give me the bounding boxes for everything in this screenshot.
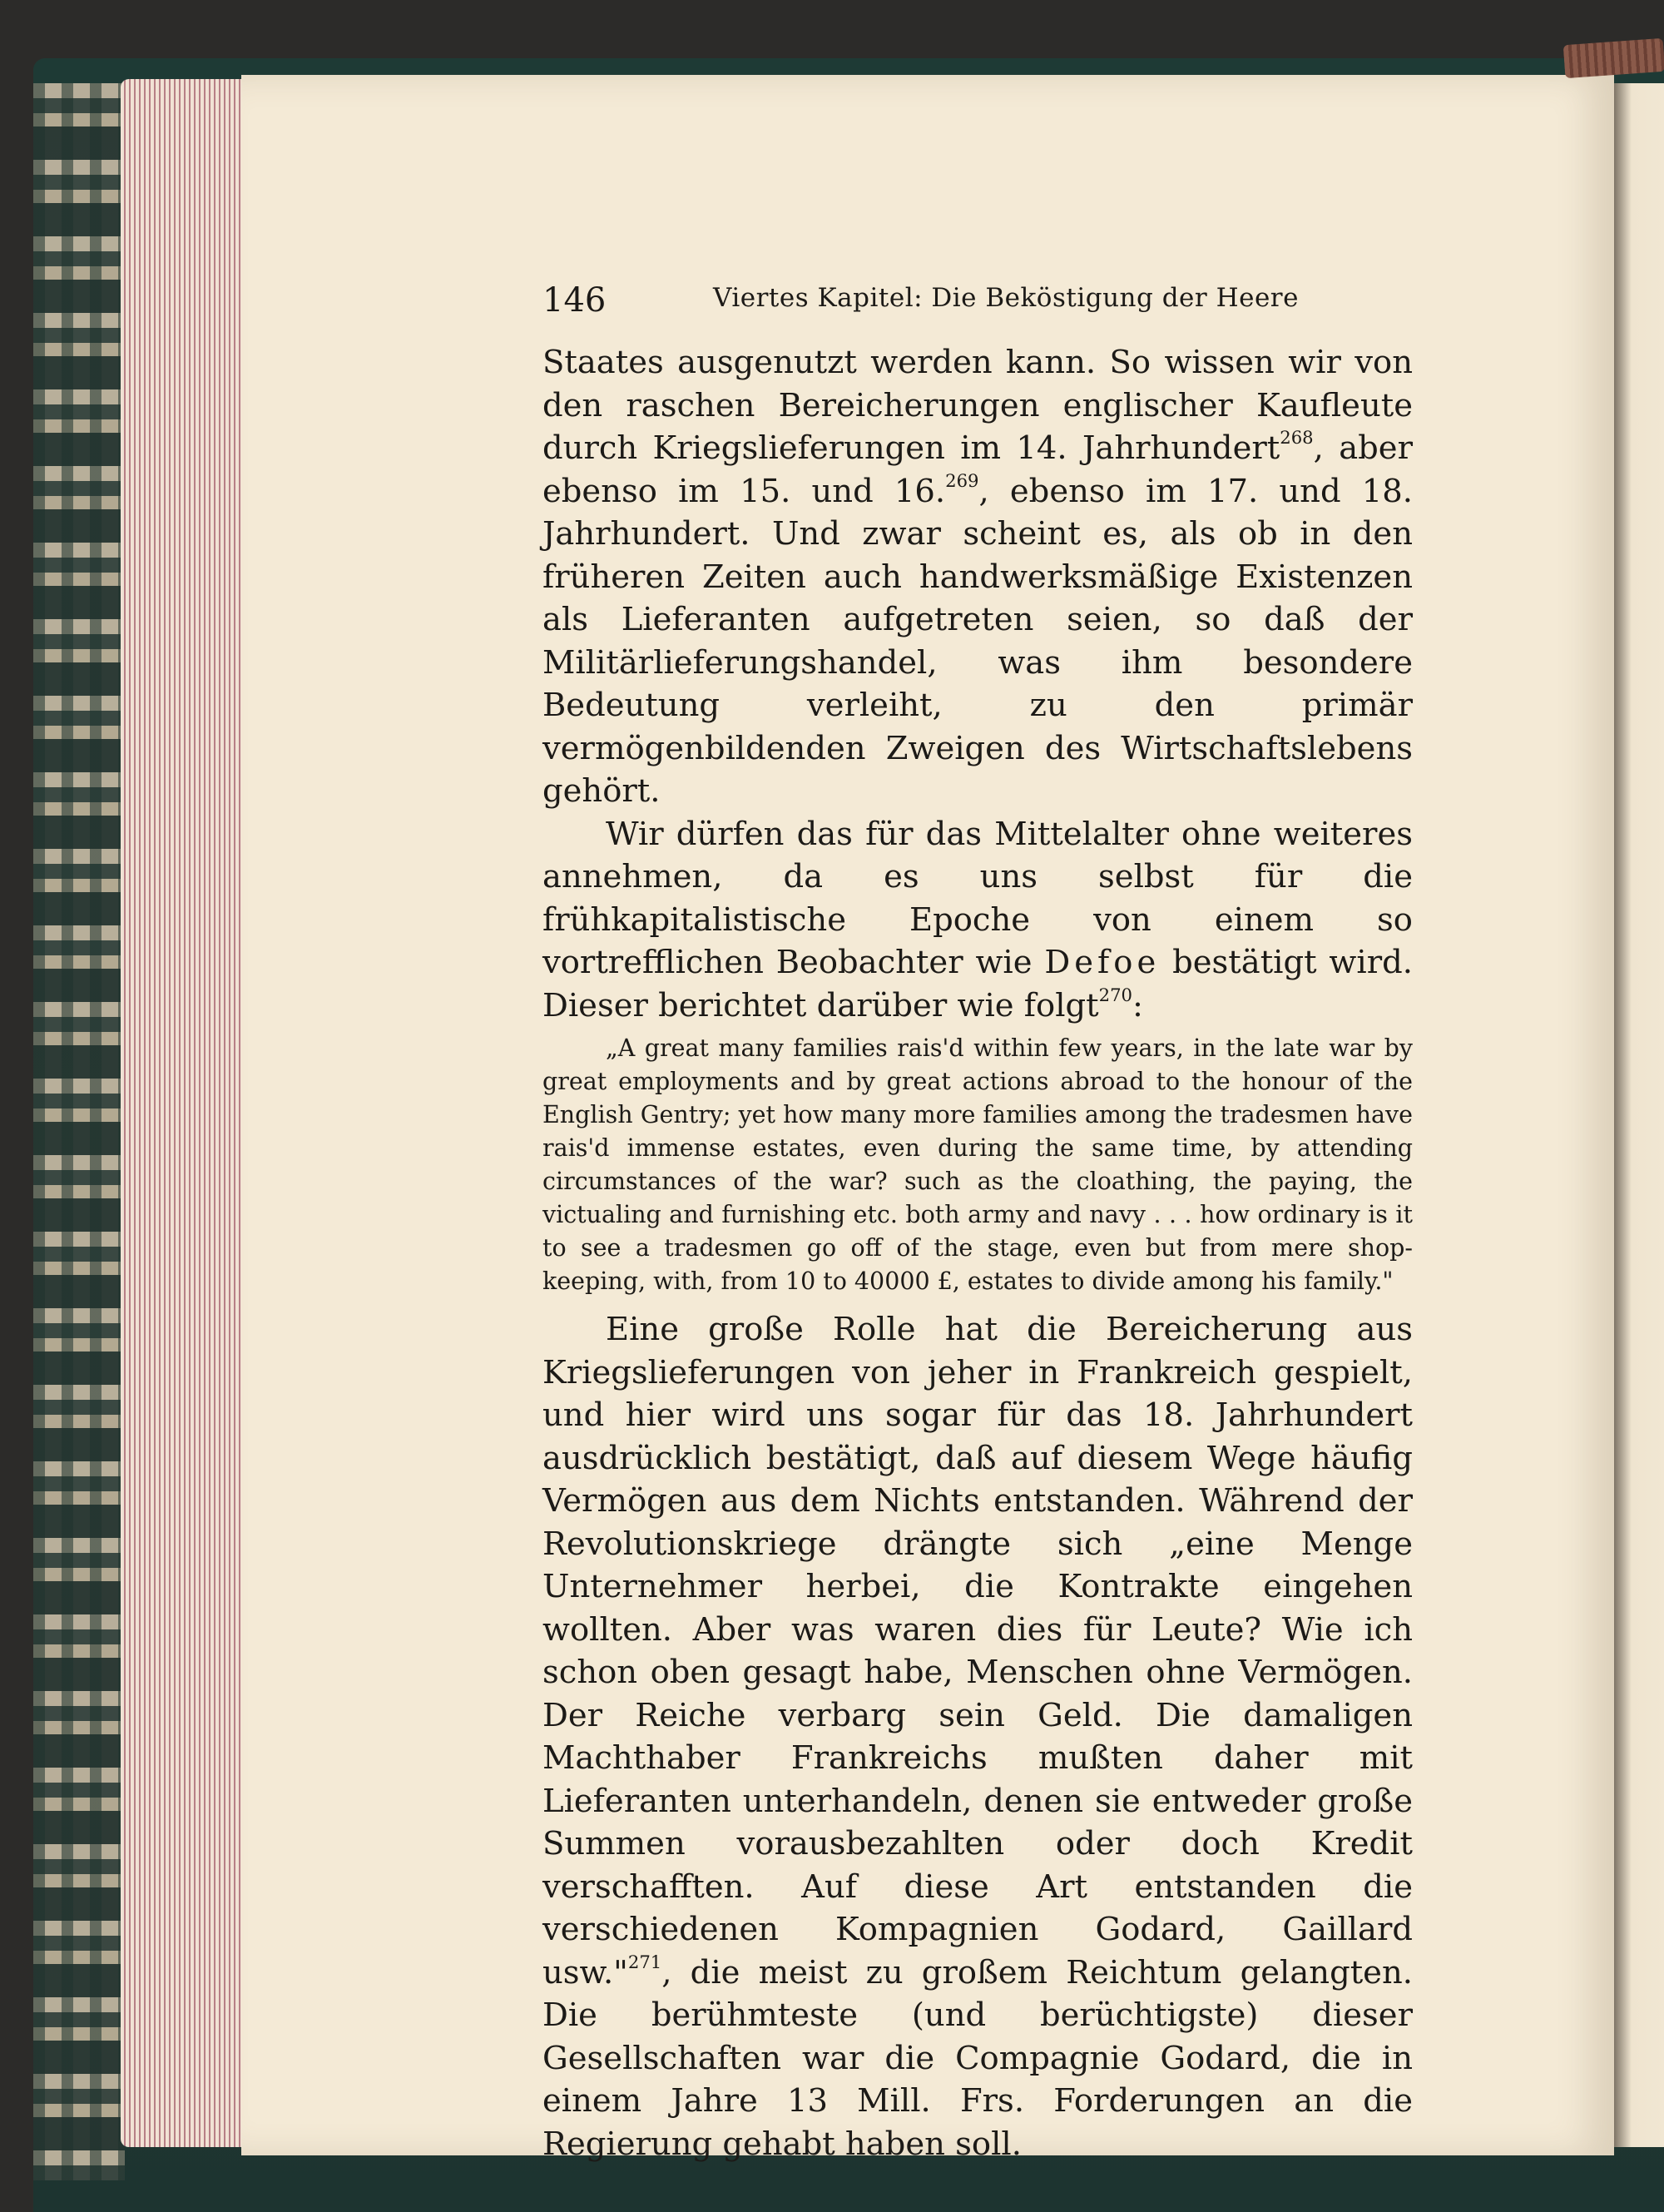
text: : bbox=[1132, 986, 1144, 1024]
facing-page-edge bbox=[1614, 83, 1664, 2147]
page-text bbox=[542, 275, 1413, 2165]
cover-pattern bbox=[33, 83, 125, 2180]
author-name: Defoe bbox=[1044, 944, 1161, 981]
page-edges bbox=[121, 79, 245, 2147]
paragraph-3 bbox=[542, 1308, 1413, 2165]
footnote-ref: 268 bbox=[1280, 427, 1314, 449]
page-number: 146 bbox=[542, 281, 607, 320]
text: Wir dürfen das für das Mittelalter ohne weiteres annehmen, da es uns selbst für die frühkapitalistische Epoche von einem so vortrefflichen Beobachter wie bbox=[542, 815, 1413, 981]
bookmark-ribbon bbox=[1563, 38, 1664, 78]
running-title: Viertes Kapitel: Die Beköstigung der Heere bbox=[713, 283, 1299, 313]
text: , ebenso im 17. und 18. Jahrhundert. Und zwar scheint es, als ob in den früheren Zeiten auch handwerksmäßige Existenzen als Lieferanten aufgetreten seien, so daß der Militärlieferungshandel, was ihm besondere Bedeutung verleiht, zu den primär vermögenbildenden Zweigen des Wirtschaftslebens gehört. bbox=[542, 472, 1413, 810]
text: Eine große Rolle hat die Bereicherung aus Kriegslieferungen von jeher in Frankreich gespielt, und hier wird uns sogar für das 18. Jahrhundert ausdrücklich bestätigt, daß auf diesem Wege häufig Vermögen aus dem Nichts entstanden. Während der Revolutionskriege drängte sich „eine Menge Unternehmer herbei, die Kontrakte eingehen wollten. Aber was waren dies für Leute? Wie ich schon oben gesagt habe, Menschen ohne Vermögen. Der Reiche verbarg sein Geld. Die damaligen Machthaber Frankreichs mußten daher mit Lieferanten unterhandeln, denen sie entweder große Summen vorausbezahlten oder doch Kredit verschafften. Auf diese Art entstanden die verschiedenen Kompagnien Godard, Gaillard usw." bbox=[542, 1311, 1413, 1991]
footnote-ref: 271 bbox=[627, 1951, 662, 1972]
running-head bbox=[542, 275, 1413, 333]
footnote-ref: 269 bbox=[945, 469, 979, 491]
text: , aber ebenso im 15. und 16. bbox=[542, 429, 1413, 510]
text: Staates ausgenutzt werden kann. So wissen wir von den raschen Bereicherungen englischer Kaufleute durch Kriegslieferungen im 14. Jahrhundert bbox=[542, 344, 1413, 467]
block-quote: „A great many families rais'd within few years, in the late war by great employments and by great actions abroad to the honour of the English Gentry; yet how many more families among the tradesmen have rais'd immense estates, even during the same time, by attending circumstances of the war? such as the cloathing, the paying, the victualing and furnishing etc. both army and navy . . . how ordinary is it to see a tradesmen go off of the stage, even but from mere shop-keeping, with, from 10 to 40000 £, estates to divide among his family." bbox=[542, 1034, 1413, 1295]
paragraph-1 bbox=[542, 341, 1413, 813]
paragraph-2 bbox=[542, 813, 1413, 1028]
text: bestätigt wird. Dieser berichtet darüber wie folgt bbox=[542, 944, 1413, 1024]
text: , die meist zu großem Reichtum gelangten. Die berühmteste (und berüchtigste) dieser Gesellschaften war die Compagnie Godard, die in einem Jahre 13 Mill. Frs. Forderungen an die Regierung gehabt haben soll. bbox=[542, 1953, 1413, 2163]
footnote-ref: 270 bbox=[1098, 984, 1133, 1005]
